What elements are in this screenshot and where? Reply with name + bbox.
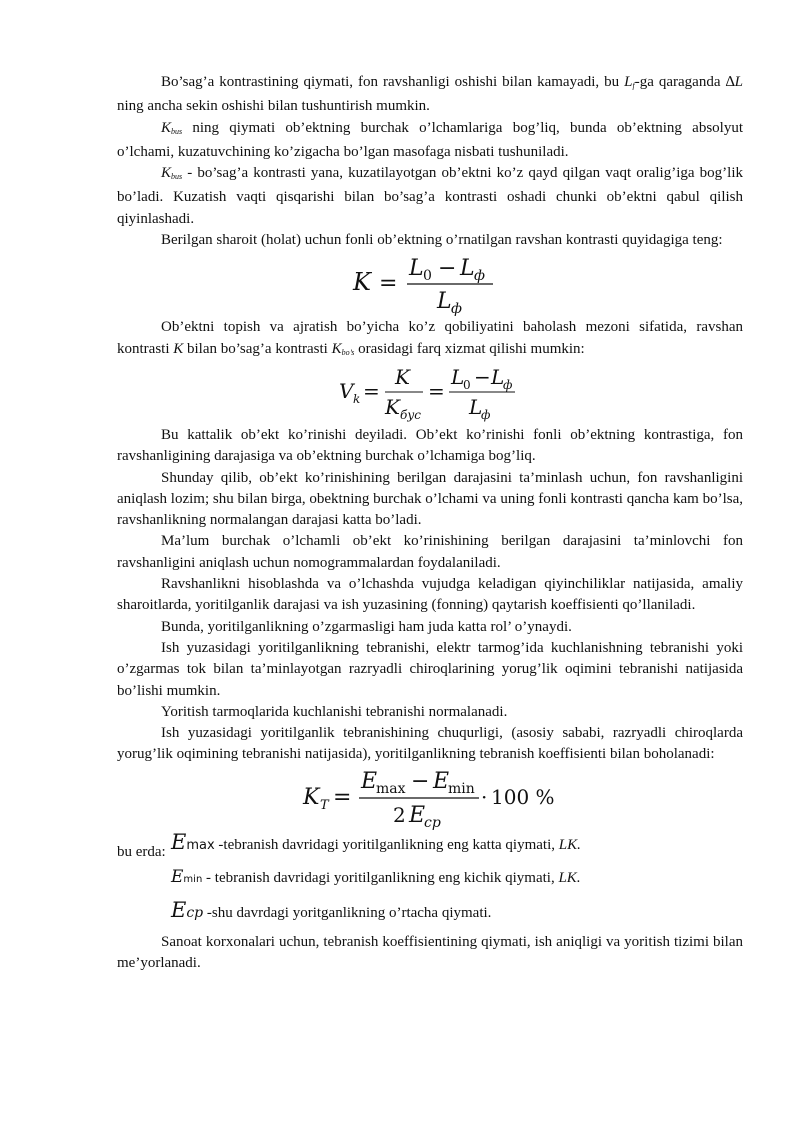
- eq2-equals-2: =: [428, 378, 445, 403]
- eq2-lhs-sub: k: [353, 391, 361, 406]
- paragraph-kbus-time: $K_{bus}$ - bo’sag’a kontrasti yana, kuzatilayotgan ob’ektni ko’z qayd qilgan vaqt oralig’iga bog’lik bo’ladi. Kuzatish vaqti qisqarishi bilan bo’sag’a kontrasti oshadi chunki ob’ektni qabul qilish qiyinlashadi.: [117, 165, 743, 227]
- eq3-minus: −: [411, 768, 430, 794]
- paragraph-industrial-norm: Sanoat korxonalari uchun, tebranish koeffisientining qiymati, ish aniqligi va yoritish tizimi bilan me’yorlanadi.: [117, 933, 743, 972]
- eq3-num-a-sub: max: [376, 780, 406, 797]
- eq2-f2-num-b: L: [491, 364, 505, 389]
- legend-ecp-text: -shu davrdagi yoritganlikning o’rtacha qiymati.: [203, 904, 492, 921]
- eq2-f2-den: L: [469, 394, 483, 419]
- eq3-tail: 100 %: [491, 784, 555, 809]
- eq3-num-a: E: [361, 768, 378, 794]
- eq3-den-coef: 2: [393, 802, 406, 827]
- legend-emax: [117, 829, 743, 865]
- legend-ecp: [117, 898, 743, 932]
- eq1-num-b-sub: ф: [474, 268, 485, 285]
- legend-emax-unit: LK.: [558, 836, 581, 853]
- eq1-equals: =: [379, 271, 398, 297]
- legend-emin-unit: LK.: [558, 869, 581, 886]
- eq2-minus: −: [474, 364, 491, 389]
- equation-pulsation: [117, 766, 743, 832]
- equation-contrast: [117, 251, 743, 317]
- legend-intro: bu erda:: [117, 843, 166, 860]
- equation-pulsation-svg: [117, 766, 743, 832]
- eq3-den-sub: cp: [424, 814, 441, 831]
- eq3-num-b-sub: min: [448, 780, 475, 797]
- eq1-num-b: L: [460, 256, 475, 282]
- legend-ecp-symbol: E: [171, 897, 187, 922]
- eq2-equals-1: =: [363, 378, 380, 403]
- eq2-f2-num-a: L: [451, 364, 465, 389]
- paragraph-kbus-angular: $K_{bus}$ ning qiymati ob’ektning burchak o’lchamlariga bog’liq, bunda ob’ektning absolyut o’lchami, kuzatuvchining ko’zigacha bo’lgan masofaga nisbati tushuniladi.: [117, 119, 743, 160]
- eq2-f2-den-sub: ф: [481, 407, 491, 422]
- paragraph-voltage-normed: Yoritish tarmoqlarida kuchlanishi tebranishi normalanadi.: [161, 703, 508, 720]
- paragraph-threshold-contrast: Bo’sag’a kontrastining qiymati, fon ravshanligi oshishi bilan kamayadi, bu $L_f-ga$ qaraganda ∆L ning ancha sekin oshishi bilan tushuntirish mumkin.: [117, 74, 743, 115]
- eq3-num-b: E: [433, 768, 450, 794]
- paragraph-ensure-level: Shunday qilib, ob’ekt ko’rinishining berilgan darajasini ta’minlash uchun, fon ravshanligini aniqlash lozim; shu bilan birga, obektning burchak o’lchami va uning fonli kontrasti qancha kam bo’lsa, ravshanlikning normalangan darajasi katta bo’ladi.: [117, 469, 743, 529]
- document-page: [117, 72, 743, 974]
- eq2-f2-num-b-sub: ф: [503, 377, 513, 392]
- eq3-multiply: ·: [481, 784, 488, 809]
- legend-emin-text: - tebranish davridagi yoritilganlikning eng kichik qiymati,: [202, 869, 559, 886]
- paragraph-visibility-criterion: Ob’ektni topish va ajratish bo’yicha ko’z qobiliyatini baholash mezoni sifatida, ravshan kontrasti K bilan bo’sag’a kontrasti $K_{bo’s}$ orasidagi farq xizmat qilishi mumkin:: [117, 319, 743, 357]
- legend-emax-symbol: E: [171, 829, 187, 854]
- eq2-f1-den-sub: бус: [400, 407, 422, 422]
- eq1-den: L: [437, 289, 452, 315]
- equation-visibility: [117, 363, 743, 425]
- legend-emax-sub: max: [186, 837, 215, 853]
- eq3-lhs-sub: T: [320, 797, 329, 813]
- paragraph-fluctuation-causes: Ish yuzasidagi yoritilganlikning tebranishi, elektr tarmog’ida kuchlanishning tebranishi yoki o’zgarmas tok bilan ta’minlayotgan razryadli chiroqlarining yorug’lik oqimini tebranishi natijasida bo’lishi mumkin.: [117, 639, 743, 699]
- legend-emin-sub: min: [183, 873, 203, 885]
- eq1-lhs: K: [353, 268, 371, 297]
- eq2-f1-den: K: [385, 394, 400, 419]
- paragraph-constancy: Bunda, yoritilganlikning o’zgarmasligi ham juda katta rol’ o’ynaydi.: [161, 618, 572, 635]
- equation-contrast-svg: [117, 251, 743, 317]
- eq1-num-a: L: [409, 256, 424, 282]
- eq2-lhs: V: [339, 378, 354, 403]
- eq1-minus: −: [438, 256, 457, 282]
- eq1-num-a-sub: 0: [423, 268, 432, 285]
- eq1-den-sub: ф: [451, 301, 462, 318]
- symbol-l: L: [624, 74, 633, 90]
- eq2-f1-num: K: [395, 364, 410, 389]
- paragraph-difficulties: Ravshanlikni hisoblashda va o’lchashda vujudga keladigan qiyinchiliklar natijasida, amaliy sharoitlarda, yoritilganlik darajasi va ish yuzasining (fonning) qaytarish koeffisienti qo’llaniladi.: [117, 576, 743, 614]
- legend-emin-symbol: E: [171, 866, 184, 887]
- legend-ecp-sub: cp: [186, 904, 204, 921]
- eq3-lhs: K: [303, 784, 320, 810]
- paragraph-contrast-intro: Berilgan sharoit (holat) uchun fonli ob’ektning o’rnatilgan ravshan kontrasti quyidagiga teng:: [161, 232, 723, 249]
- legend-emin: [117, 865, 743, 898]
- paragraph-visibility-def: Bu kattalik ob’ekt ko’rinishi deyiladi. Ob’ekt ko’rinishi fonli ob’ektning kontrastiga, fon ravshanligining darajasiga va ob’ektning burchak o’lchamiga bog’liq.: [117, 426, 743, 465]
- paragraph-nomograms: Ma’lum burchak o’lchamli ob’ekt ko’rinishining berilgan darajasini ta’minlovchi fon ravshanligini aniqlash uchun nomogrammalardan foydalaniladi.: [117, 533, 743, 571]
- paragraph-fluctuation-depth: Ish yuzasidagi yoritilganlik tebranishining chuqurligi, (asosiy sababi, razryadli chiroqlarda yorug’lik oqimining tebranishi natijasida), yoritilganlikning tebranish koeffisienti bilan boholanadi:: [117, 725, 743, 763]
- equation-visibility-svg: [117, 363, 743, 425]
- eq3-den: E: [409, 802, 426, 828]
- eq2-f2-num-a-sub: 0: [463, 377, 471, 392]
- legend-emax-text: -tebranish davridagi yoritilganlikning eng katta qiymati,: [214, 836, 559, 853]
- eq3-equals: =: [333, 784, 352, 810]
